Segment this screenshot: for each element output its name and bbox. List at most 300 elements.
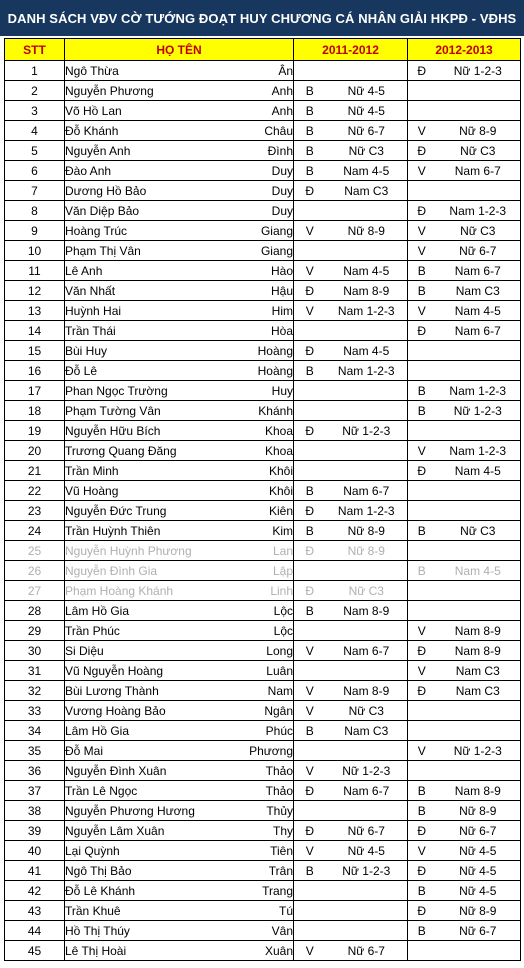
- family-name: Trương Quang Đăng: [65, 441, 241, 461]
- family-name: Nguyễn Phương: [65, 81, 241, 101]
- table-row: [5, 941, 521, 961]
- row-number: 6: [5, 161, 65, 181]
- medal-2011-2012: [294, 921, 326, 941]
- given-name: Tú: [241, 901, 294, 921]
- table-row: [5, 481, 521, 501]
- event-2011-2012: [326, 801, 408, 821]
- row-number: 41: [5, 861, 65, 881]
- row-number: 23: [5, 501, 65, 521]
- medal-2012-2013: Đ: [408, 201, 436, 221]
- given-name: Khoa: [241, 441, 294, 461]
- family-name: Trần Minh: [65, 461, 241, 481]
- event-2011-2012: Nữ 1-2-3: [326, 421, 408, 441]
- given-name: Lộc: [241, 601, 294, 621]
- table-row: [5, 821, 521, 841]
- event-2011-2012: Nam C3: [326, 721, 408, 741]
- event-2012-2013: [436, 361, 521, 381]
- family-name: Đỗ Lê Khánh: [65, 881, 241, 901]
- row-number: 2: [5, 81, 65, 101]
- event-2012-2013: Nam 8-9: [436, 641, 521, 661]
- medal-2011-2012: Đ: [294, 541, 326, 561]
- row-number: 42: [5, 881, 65, 901]
- family-name: Lâm Hồ Gia: [65, 721, 241, 741]
- family-name: Nguyễn Huỳnh Phương: [65, 541, 241, 561]
- medal-2012-2013: V: [408, 221, 436, 241]
- table-row: [5, 321, 521, 341]
- medal-2011-2012: V: [294, 681, 326, 701]
- event-2012-2013: Nam 8-9: [436, 621, 521, 641]
- table-row: [5, 841, 521, 861]
- family-name: Vũ Nguyễn Hoàng: [65, 661, 241, 681]
- given-name: Thủy: [241, 801, 294, 821]
- row-number: 17: [5, 381, 65, 401]
- event-2011-2012: Nam 1-2-3: [326, 501, 408, 521]
- given-name: Hậu: [241, 281, 294, 301]
- event-2012-2013: Nam 4-5: [436, 461, 521, 481]
- medal-2012-2013: [408, 81, 436, 101]
- event-2011-2012: Nữ C3: [326, 141, 408, 161]
- row-number: 34: [5, 721, 65, 741]
- event-2012-2013: [436, 701, 521, 721]
- row-number: 32: [5, 681, 65, 701]
- event-2012-2013: Nam 4-5: [436, 301, 521, 321]
- medal-2011-2012: [294, 561, 326, 581]
- table-row: [5, 581, 521, 601]
- medal-2012-2013: [408, 761, 436, 781]
- given-name: Hào: [241, 261, 294, 281]
- family-name: Trần Thái: [65, 321, 241, 341]
- medal-2012-2013: B: [408, 881, 436, 901]
- medal-2011-2012: [294, 441, 326, 461]
- row-number: 7: [5, 181, 65, 201]
- medal-2011-2012: B: [294, 161, 326, 181]
- table-row: [5, 781, 521, 801]
- row-number: 9: [5, 221, 65, 241]
- family-name: Nguyễn Anh: [65, 141, 241, 161]
- event-2012-2013: Nam 6-7: [436, 321, 521, 341]
- family-name: Hoàng Trúc: [65, 221, 241, 241]
- family-name: Lâm Hồ Gia: [65, 601, 241, 621]
- medal-2012-2013: [408, 941, 436, 961]
- row-number: 45: [5, 941, 65, 961]
- medal-2012-2013: Đ: [408, 641, 436, 661]
- event-2012-2013: [436, 341, 521, 361]
- medal-2012-2013: [408, 361, 436, 381]
- given-name: Anh: [241, 81, 294, 101]
- table-row: [5, 541, 521, 561]
- family-name: Nguyễn Đức Trung: [65, 501, 241, 521]
- event-2011-2012: Nam 8-9: [326, 681, 408, 701]
- event-2012-2013: Nữ 1-2-3: [436, 61, 521, 81]
- event-2011-2012: [326, 621, 408, 641]
- row-number: 33: [5, 701, 65, 721]
- medal-2012-2013: V: [408, 121, 436, 141]
- medal-2011-2012: [294, 901, 326, 921]
- event-2011-2012: Nữ 8-9: [326, 221, 408, 241]
- row-number: 24: [5, 521, 65, 541]
- medal-2011-2012: V: [294, 221, 326, 241]
- table-row: [5, 261, 521, 281]
- event-2011-2012: Nữ C3: [326, 581, 408, 601]
- event-2011-2012: Nữ 6-7: [326, 941, 408, 961]
- family-name: Trần Khuê: [65, 901, 241, 921]
- family-name: Bùi Huy: [65, 341, 241, 361]
- medal-2012-2013: [408, 541, 436, 561]
- medal-2011-2012: Đ: [294, 421, 326, 441]
- event-2011-2012: Nữ C3: [326, 701, 408, 721]
- row-number: 5: [5, 141, 65, 161]
- row-number: 12: [5, 281, 65, 301]
- row-number: 40: [5, 841, 65, 861]
- family-name: Đỗ Mai: [65, 741, 241, 761]
- table-row: [5, 501, 521, 521]
- event-2011-2012: Nữ 8-9: [326, 541, 408, 561]
- event-2012-2013: Nữ 6-7: [436, 921, 521, 941]
- given-name: Phương: [241, 741, 294, 761]
- given-name: Khôi: [241, 481, 294, 501]
- table-row: [5, 881, 521, 901]
- given-name: Hoàng: [241, 341, 294, 361]
- table-row: [5, 141, 521, 161]
- row-number: 28: [5, 601, 65, 621]
- row-number: 8: [5, 201, 65, 221]
- medal-2011-2012: Đ: [294, 181, 326, 201]
- row-number: 35: [5, 741, 65, 761]
- family-name: Văn Nhất: [65, 281, 241, 301]
- row-number: 1: [5, 61, 65, 81]
- medal-2011-2012: [294, 661, 326, 681]
- medal-2012-2013: [408, 481, 436, 501]
- family-name: Trần Huỳnh Thiên: [65, 521, 241, 541]
- event-2012-2013: Nữ 4-5: [436, 861, 521, 881]
- family-name: Lê Anh: [65, 261, 241, 281]
- table-row: [5, 721, 521, 741]
- row-number: 39: [5, 821, 65, 841]
- table-row: [5, 221, 521, 241]
- event-2012-2013: Nữ 8-9: [436, 901, 521, 921]
- medal-2011-2012: V: [294, 761, 326, 781]
- given-name: Châu: [241, 121, 294, 141]
- medal-2012-2013: B: [408, 561, 436, 581]
- event-2012-2013: [436, 481, 521, 501]
- table-row: [5, 361, 521, 381]
- table-row: [5, 341, 521, 361]
- medal-2011-2012: B: [294, 101, 326, 121]
- row-number: 26: [5, 561, 65, 581]
- family-name: Đỗ Khánh: [65, 121, 241, 141]
- given-name: Him: [241, 301, 294, 321]
- medal-2012-2013: B: [408, 801, 436, 821]
- header-2012-2013: 2012-2013: [408, 39, 521, 61]
- medal-2011-2012: [294, 621, 326, 641]
- event-2012-2013: Nam C3: [436, 281, 521, 301]
- family-name: Phan Ngọc Trường: [65, 381, 241, 401]
- event-2011-2012: Nam 6-7: [326, 481, 408, 501]
- table-row: [5, 101, 521, 121]
- event-2012-2013: Nữ 8-9: [436, 801, 521, 821]
- family-name: Dương Hồ Bảo: [65, 181, 241, 201]
- given-name: Lộc: [241, 621, 294, 641]
- medal-2011-2012: [294, 381, 326, 401]
- family-name: Lại Quỳnh: [65, 841, 241, 861]
- medal-2012-2013: Đ: [408, 321, 436, 341]
- family-name: Trần Phúc: [65, 621, 241, 641]
- event-2012-2013: [436, 601, 521, 621]
- given-name: Huy: [241, 381, 294, 401]
- event-2012-2013: Nữ 4-5: [436, 881, 521, 901]
- medal-2012-2013: Đ: [408, 141, 436, 161]
- medal-2011-2012: B: [294, 721, 326, 741]
- medal-2011-2012: [294, 201, 326, 221]
- row-number: 37: [5, 781, 65, 801]
- table-row: [5, 121, 521, 141]
- event-2012-2013: [436, 721, 521, 741]
- medal-2011-2012: V: [294, 301, 326, 321]
- event-2011-2012: [326, 401, 408, 421]
- family-name: Phạm Thị Vân: [65, 241, 241, 261]
- table-row: [5, 81, 521, 101]
- row-number: 3: [5, 101, 65, 121]
- medal-2012-2013: Đ: [408, 461, 436, 481]
- medal-2011-2012: V: [294, 841, 326, 861]
- event-2011-2012: [326, 881, 408, 901]
- event-2011-2012: [326, 741, 408, 761]
- row-number: 25: [5, 541, 65, 561]
- medal-2012-2013: B: [408, 261, 436, 281]
- event-2011-2012: Nữ 1-2-3: [326, 761, 408, 781]
- given-name: Trân: [241, 861, 294, 881]
- medal-2012-2013: V: [408, 301, 436, 321]
- event-2011-2012: [326, 901, 408, 921]
- medal-2011-2012: B: [294, 861, 326, 881]
- medal-2012-2013: V: [408, 241, 436, 261]
- medal-2012-2013: [408, 701, 436, 721]
- table-row: [5, 401, 521, 421]
- medal-2012-2013: B: [408, 781, 436, 801]
- event-2011-2012: Nữ 1-2-3: [326, 861, 408, 881]
- family-name: Nguyễn Hữu Bích: [65, 421, 241, 441]
- table-row: [5, 181, 521, 201]
- event-2012-2013: Nữ 4-5: [436, 841, 521, 861]
- table-row: [5, 681, 521, 701]
- medal-2011-2012: B: [294, 601, 326, 621]
- table-row: [5, 741, 521, 761]
- event-2012-2013: [436, 181, 521, 201]
- row-number: 19: [5, 421, 65, 441]
- row-number: 10: [5, 241, 65, 261]
- given-name: Luân: [241, 661, 294, 681]
- event-2011-2012: Nữ 6-7: [326, 821, 408, 841]
- row-number: 30: [5, 641, 65, 661]
- given-name: Long: [241, 641, 294, 661]
- medal-2012-2013: [408, 721, 436, 741]
- medal-2011-2012: B: [294, 121, 326, 141]
- given-name: Khoa: [241, 421, 294, 441]
- event-2011-2012: Nam 6-7: [326, 641, 408, 661]
- given-name: Ngân: [241, 701, 294, 721]
- row-number: 21: [5, 461, 65, 481]
- medal-2012-2013: [408, 341, 436, 361]
- table-row: [5, 861, 521, 881]
- table-row: [5, 701, 521, 721]
- family-name: Hồ Thị Thúy: [65, 921, 241, 941]
- medal-2011-2012: [294, 741, 326, 761]
- event-2012-2013: Nam 6-7: [436, 161, 521, 181]
- event-2012-2013: [436, 101, 521, 121]
- row-number: 13: [5, 301, 65, 321]
- family-name: Đào Anh: [65, 161, 241, 181]
- medal-2011-2012: V: [294, 641, 326, 661]
- event-2012-2013: Nữ C3: [436, 521, 521, 541]
- row-number: 36: [5, 761, 65, 781]
- table-row: [5, 281, 521, 301]
- header-row: [5, 39, 521, 61]
- event-2012-2013: [436, 761, 521, 781]
- family-name: Võ Hồ Lan: [65, 101, 241, 121]
- event-2012-2013: Nam 6-7: [436, 261, 521, 281]
- family-name: Vương Hoàng Bảo: [65, 701, 241, 721]
- event-2011-2012: [326, 201, 408, 221]
- page-title: DANH SÁCH VĐV CỜ TƯỚNG ĐOẠT HUY CHƯƠNG CÁ NHÂN GIẢI HKPĐ - VĐHS: [0, 0, 524, 36]
- header-stt: STT: [5, 39, 65, 61]
- medal-2011-2012: Đ: [294, 501, 326, 521]
- table-row: [5, 761, 521, 781]
- given-name: Kiên: [241, 501, 294, 521]
- family-name: Ngô Thị Bảo: [65, 861, 241, 881]
- event-2011-2012: Nam 4-5: [326, 341, 408, 361]
- given-name: Trang: [241, 881, 294, 901]
- family-name: Bùi Lương Thành: [65, 681, 241, 701]
- family-name: Phạm Hoàng Khánh: [65, 581, 241, 601]
- table-row: [5, 461, 521, 481]
- medal-2012-2013: B: [408, 381, 436, 401]
- table-row: [5, 301, 521, 321]
- table-row: [5, 801, 521, 821]
- medal-2011-2012: [294, 401, 326, 421]
- event-2011-2012: Nữ 6-7: [326, 121, 408, 141]
- medal-2011-2012: B: [294, 361, 326, 381]
- medal-2012-2013: Đ: [408, 861, 436, 881]
- table-row: [5, 601, 521, 621]
- event-2011-2012: Nữ 4-5: [326, 101, 408, 121]
- given-name: Linh: [241, 581, 294, 601]
- medal-2012-2013: Đ: [408, 61, 436, 81]
- given-name: Giang: [241, 241, 294, 261]
- given-name: Nam: [241, 681, 294, 701]
- medal-2011-2012: V: [294, 941, 326, 961]
- event-2012-2013: Nữ 1-2-3: [436, 741, 521, 761]
- event-2012-2013: Nam 1-2-3: [436, 381, 521, 401]
- given-name: Xuân: [241, 941, 294, 961]
- medal-2012-2013: V: [408, 161, 436, 181]
- given-name: Kim: [241, 521, 294, 541]
- table-body: [5, 61, 521, 961]
- event-2011-2012: Nam C3: [326, 181, 408, 201]
- event-2011-2012: Nam 6-7: [326, 781, 408, 801]
- event-2011-2012: Nữ 8-9: [326, 521, 408, 541]
- row-number: 14: [5, 321, 65, 341]
- event-2012-2013: Nữ 6-7: [436, 821, 521, 841]
- given-name: Phúc: [241, 721, 294, 741]
- given-name: Duy: [241, 161, 294, 181]
- medal-2011-2012: Đ: [294, 581, 326, 601]
- event-2011-2012: [326, 61, 408, 81]
- medal-2011-2012: Đ: [294, 781, 326, 801]
- medal-2012-2013: V: [408, 841, 436, 861]
- event-2012-2013: Nam 4-5: [436, 561, 521, 581]
- event-2012-2013: [436, 541, 521, 561]
- event-2011-2012: Nam 1-2-3: [326, 361, 408, 381]
- medal-2011-2012: [294, 241, 326, 261]
- medal-2011-2012: V: [294, 261, 326, 281]
- medal-2011-2012: [294, 321, 326, 341]
- given-name: Thy: [241, 821, 294, 841]
- row-number: 44: [5, 921, 65, 941]
- row-number: 16: [5, 361, 65, 381]
- given-name: Vân: [241, 921, 294, 941]
- event-2012-2013: Nữ 6-7: [436, 241, 521, 261]
- table-row: [5, 521, 521, 541]
- given-name: Hòa: [241, 321, 294, 341]
- medal-2011-2012: Đ: [294, 821, 326, 841]
- row-number: 38: [5, 801, 65, 821]
- event-2012-2013: Nam 1-2-3: [436, 201, 521, 221]
- event-2012-2013: Nam 1-2-3: [436, 441, 521, 461]
- medal-2012-2013: Đ: [408, 681, 436, 701]
- table-row: [5, 921, 521, 941]
- medal-2011-2012: [294, 61, 326, 81]
- medal-2012-2013: [408, 601, 436, 621]
- table-row: [5, 381, 521, 401]
- event-2012-2013: [436, 501, 521, 521]
- given-name: Khôi: [241, 461, 294, 481]
- row-number: 22: [5, 481, 65, 501]
- row-number: 31: [5, 661, 65, 681]
- table-row: [5, 661, 521, 681]
- row-number: 43: [5, 901, 65, 921]
- table-row: [5, 901, 521, 921]
- medal-2011-2012: [294, 801, 326, 821]
- header-2011-2012: 2011-2012: [294, 39, 408, 61]
- medal-2012-2013: Đ: [408, 901, 436, 921]
- row-number: 20: [5, 441, 65, 461]
- event-2011-2012: [326, 381, 408, 401]
- given-name: Tiên: [241, 841, 294, 861]
- family-name: Đỗ Lê: [65, 361, 241, 381]
- medal-2012-2013: V: [408, 661, 436, 681]
- medal-2012-2013: [408, 581, 436, 601]
- event-2011-2012: [326, 241, 408, 261]
- medal-2011-2012: B: [294, 141, 326, 161]
- row-number: 15: [5, 341, 65, 361]
- table-row: [5, 161, 521, 181]
- row-number: 4: [5, 121, 65, 141]
- family-name: Ngô Thừa: [65, 61, 241, 81]
- event-2012-2013: Nữ 8-9: [436, 121, 521, 141]
- medal-2011-2012: B: [294, 521, 326, 541]
- row-number: 18: [5, 401, 65, 421]
- medal-table: [4, 38, 521, 961]
- medal-2012-2013: [408, 501, 436, 521]
- event-2012-2013: Nam 8-9: [436, 781, 521, 801]
- event-2012-2013: [436, 581, 521, 601]
- table-row: [5, 441, 521, 461]
- medal-2012-2013: V: [408, 741, 436, 761]
- given-name: Đình: [241, 141, 294, 161]
- event-2011-2012: Nữ 4-5: [326, 81, 408, 101]
- event-2011-2012: Nam 4-5: [326, 161, 408, 181]
- given-name: Ân: [241, 61, 294, 81]
